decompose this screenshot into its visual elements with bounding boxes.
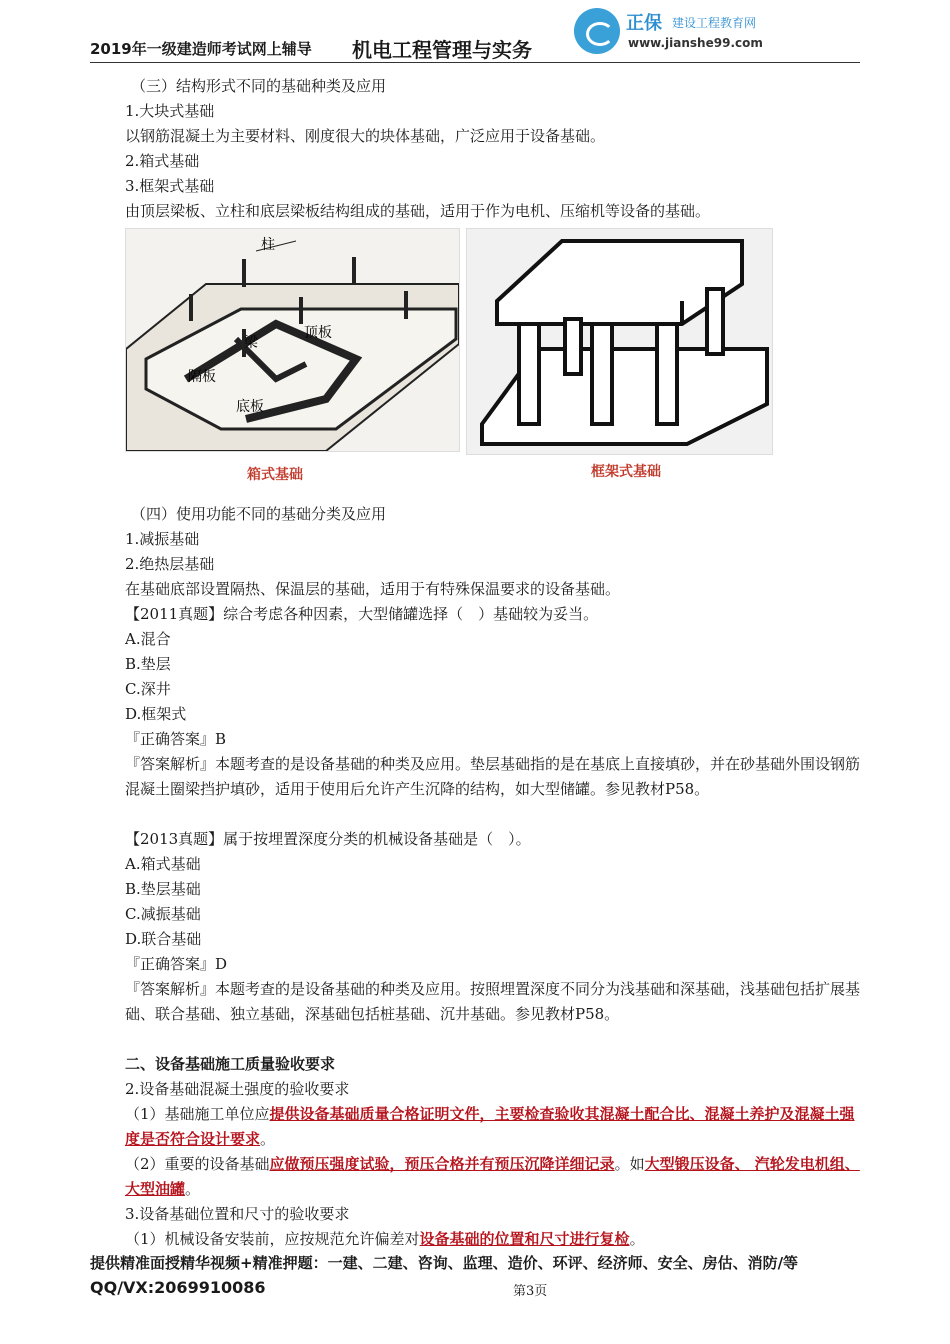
section3-item3: 3.框架式基础: [125, 177, 215, 195]
frame-foundation-drawing: [467, 229, 772, 454]
section3-item1-desc: 以钢筋混凝土为主要材料、刚度很大的块体基础，广泛应用于设备基础。: [125, 127, 606, 145]
box-foundation-caption: 箱式基础: [247, 467, 303, 483]
requirement-3-lead: （1）机械设备安装前，应按规范允许偏差对: [125, 1230, 420, 1248]
requirement-1-lead: （1）基础施工单位应: [125, 1105, 270, 1123]
option-d: D.框架式: [125, 705, 187, 723]
section3-item3-desc: 由顶层梁板、立柱和底层梁板结构组成的基础，适用于作为电机、压缩机等设备的基础。: [125, 202, 711, 220]
label-diban: 底板: [236, 399, 264, 415]
label-liang: 梁: [244, 335, 258, 351]
label-geban: 隔板: [188, 369, 216, 385]
page-number: 第3页: [513, 1284, 548, 1299]
label-zhu: 柱: [261, 237, 275, 253]
section4-item1: 1.减振基础: [125, 530, 200, 548]
requirement-1-end: 。: [260, 1130, 276, 1148]
question-2013: 【2013真题】属于按埋置深度分类的机械设备基础是（ ）。: [125, 830, 531, 848]
answer-2011: 『正确答案』B: [125, 730, 227, 748]
logo-url[interactable]: www.jianshe99.com: [628, 36, 763, 50]
option-c: C.深井: [125, 680, 171, 698]
requirement-2: [125, 1152, 860, 1202]
header-subject-title: 机电工程管理与实务: [352, 38, 532, 62]
box-foundation-drawing: [126, 229, 459, 451]
footer-contact: QQ/VX:2069910086: [90, 1278, 266, 1297]
analysis-2013: 『答案解析』本题考查的是设备基础的种类及应用。按照埋置深度不同分为浅基础和深基础，浅基础包括扩展基础、联合基础、独立基础，深基础包括桩基础、沉井基础。参见教材P58。: [125, 980, 861, 1023]
footer-promo: 提供精准面授精华视频+精准押题：一建、二建、咨询、监理、造价、环评、经济师、安全、房估、消防/等: [90, 1254, 799, 1272]
question-2011: 【2011真题】综合考虑各种因素，大型储罐选择（ ）基础较为妥当。: [125, 605, 599, 623]
section4-item2-desc: 在基础底部设置隔热、保温层的基础，适用于有特殊保温要求的设备基础。: [125, 580, 621, 598]
frame-foundation-caption: 框架式基础: [591, 464, 661, 480]
option-c: C.减振基础: [125, 905, 201, 923]
requirement-2-end: 。: [185, 1180, 201, 1198]
option-a: A.混合: [125, 630, 171, 648]
label-dingban: 顶板: [304, 325, 332, 341]
requirement-3-highlight: 设备基础的位置和尺寸进行复检: [419, 1230, 630, 1248]
box-foundation-figure: [125, 228, 460, 452]
logo-subtitle: 建设工程教育网: [672, 16, 757, 30]
answer-2013: 『正确答案』D: [125, 955, 228, 973]
page-header: [90, 0, 860, 63]
section3-item2: 2.箱式基础: [125, 152, 200, 170]
option-b: B.垫层基础: [125, 880, 201, 898]
page-footer: [90, 1252, 860, 1299]
logo-icon: [574, 8, 620, 54]
section-two-title: 二、设备基础施工质量验收要求: [125, 1055, 336, 1073]
requirement-2-mid: 。如: [614, 1155, 645, 1173]
requirement-3-end: 。: [629, 1230, 645, 1248]
requirement-2-highlight: 应做预压强度试验，预压合格并有预压沉降详细记录: [269, 1155, 615, 1173]
header-course-title: 2019年一级建造师考试网上辅导: [90, 40, 312, 58]
foundation-figures: [125, 228, 860, 498]
section3-item1: 1.大块式基础: [125, 102, 215, 120]
option-b: B.垫层: [125, 655, 171, 673]
option-d: D.联合基础: [125, 930, 202, 948]
requirement-3: [125, 1227, 860, 1252]
requirement-1: [125, 1102, 860, 1152]
section-two-sub3: 3.设备基础位置和尺寸的验收要求: [125, 1205, 350, 1223]
analysis-2011: 『答案解析』本题考查的是设备基础的种类及应用。垫层基础指的是在基底上直接填砂，并在砂基础外围设钢筋混凝土圈梁挡护填砂，适用于使用后允许产生沉降的结构，如大型储罐。参见教材P58。: [125, 755, 861, 798]
section-two-sub2: 2.设备基础混凝土强度的验收要求: [125, 1080, 350, 1098]
section4-title: （四）使用功能不同的基础分类及应用: [131, 505, 387, 523]
site-logo[interactable]: [574, 6, 864, 58]
document-body: [125, 74, 860, 1252]
frame-foundation-figure: [466, 228, 773, 455]
logo-brand: 正保: [626, 13, 662, 34]
section3-title: （三）结构形式不同的基础种类及应用: [131, 77, 387, 95]
option-a: A.箱式基础: [125, 855, 201, 873]
requirement-1-highlight: 提供设备基础质量合格证明文件，主要检查验收其混凝土配合比、混凝土养护及混凝土强度是否符合设计要求: [125, 1105, 855, 1148]
section4-item2: 2.绝热层基础: [125, 555, 215, 573]
requirement-2-lead: （2）重要的设备基础: [125, 1155, 270, 1173]
requirement-2-examples: 大型锻压设备、 汽轮发电机组、大型油罐: [125, 1155, 860, 1198]
